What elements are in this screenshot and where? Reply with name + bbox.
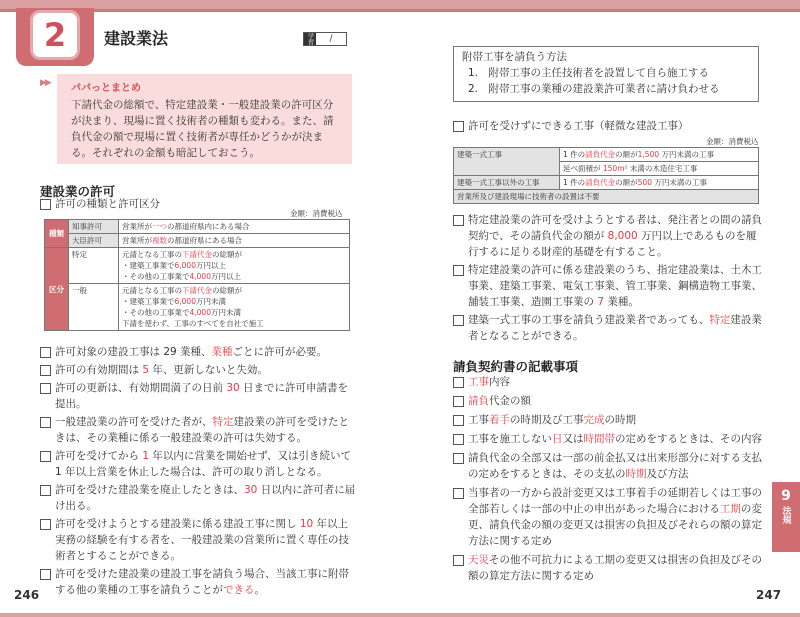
list-item: 一般建設業の許可を受けた者が、特定建設業の許可を受けたときは、その業種に係る一般建設業の許可は失効する。 <box>40 414 356 446</box>
table2-caption: 許可を受けずにできる工事（軽微な建設工事） <box>453 118 689 134</box>
summary-text: 下請代金の総額で、特定建設業・一般建設業の許可区分が決まり、現場に置く技術者の種類も変わる。また、請負代金の額で現場に置く技術者が専任かどうかが決まる。それぞれの金額も暗記しておこう。 <box>71 99 334 159</box>
table-footer: 営業所及び建設現場に技術者の設置は不要 <box>454 190 759 204</box>
attached-work-box <box>453 46 759 102</box>
division-header: 区分 <box>45 248 69 331</box>
license-items-right <box>453 212 763 344</box>
chapter-badge <box>16 8 94 66</box>
table2-note: 金額：消費税込 <box>706 137 759 146</box>
row-desc: 営業所が一つの都道府県内にある場合 <box>119 220 350 234</box>
page-number-left: 246 <box>14 588 40 602</box>
list-item: 当事者の一方から設計変更又は工事着手の延期若しくは工事の全部若しくは一部の中止の申出があった場合における工期の変更、請負代金の額の変更又は損害の負担及びそれらの額の算定方法に関する定め <box>453 485 765 549</box>
table1-caption: 許可の種類と許可区分 <box>40 196 160 212</box>
summary-arrows-icon: ▶▶ <box>40 78 50 88</box>
box-item: 1. 附帯工事の主任技術者を設置して自ら施工する <box>468 67 710 79</box>
list-item: 工事着手の時期及び工事完成の時期 <box>453 412 765 428</box>
study-label: 学習 <box>304 33 316 45</box>
list-item: 特定建設業の許可に係る建設業のうち、指定建設業は、土木工事業、建築工事業、電気工事業、管工事業、鋼構造物工事業、舗装工事業、造園工事業の 7 業種。 <box>453 262 763 310</box>
section-title-contract: 請負契約書の記載事項 <box>453 359 579 374</box>
row-desc: 延べ面積が 150m² 未満の木造住宅工事 <box>560 162 759 176</box>
row-desc-general: 元請となる工事の下請代金の総額が ・建築工事業で6,000万円未満 ・その他の工事業で4,000万円未満 下請を使わず、工事のすべてを自社で施工 <box>119 284 350 331</box>
list-item: 許可対象の建設工事は 29 業種、業種ごとに許可が必要。 <box>40 344 356 360</box>
row-name: 大臣許可 <box>69 234 119 248</box>
list-item: 許可を受けた建設業を廃止したときは、30 日以内に許可者に届け出る。 <box>40 482 356 514</box>
side-tab-number: 9 <box>781 488 791 504</box>
row-desc: 営業所が複数の都道府県にある場合 <box>119 234 350 248</box>
license-items <box>40 344 356 598</box>
row-name: 建築一式工事 <box>454 148 560 176</box>
study-record-box <box>303 32 347 46</box>
top-band <box>0 0 800 12</box>
type-header: 種類 <box>45 220 69 248</box>
chapter-title: 建設業法 <box>104 29 169 48</box>
list-item: 工事内容 <box>453 374 765 390</box>
list-item: 天災その他不可抗力による工期の変更又は損害の負担及びその額の算定方法に関する定め <box>453 552 765 584</box>
summary-box <box>57 74 352 164</box>
list-item: 許可の有効期間は 5 年、更新しないと失効。 <box>40 362 356 378</box>
chapter-number: 2 <box>30 10 80 60</box>
chapter-side-tab <box>772 482 800 552</box>
side-tab-label: 法規 <box>780 506 791 524</box>
row-name: 建築一式工事以外の工事 <box>454 176 560 190</box>
row-name: 知事許可 <box>69 220 119 234</box>
summary-heading: パパっとまとめ <box>71 83 141 94</box>
list-item: 許可を受けようとする建設業に係る建設工事に関し 10 年以上実務の経験を有する者を、一般建設業の営業所に置く専任の技術者とすることができる。 <box>40 516 356 564</box>
bottom-band <box>0 613 800 617</box>
list-item: 工事を施工しない日又は時間帯の定めをするときは、その内容 <box>453 431 765 447</box>
list-item: 許可を受けてから 1 年以内に営業を開始せず、又は引き続いて 1 年以上営業を休止した場合は、許可の取り消しとなる。 <box>40 448 356 480</box>
box-title: 附帯工事を請負う方法 <box>462 51 567 63</box>
row-desc: 1 件の請負代金の額が500 万円未満の工事 <box>560 176 759 190</box>
row-name-special: 特定 <box>69 248 119 284</box>
license-table <box>44 219 350 331</box>
contract-items <box>453 374 765 584</box>
section-title-license: 建設業の許可 <box>40 184 116 199</box>
list-item: 特定建設業の許可を受けようとする者は、発注者との間の請負契約で、その請負代金の額が 8,000 万円以上であるものを履行するに足りる財産的基礎を有すること。 <box>453 212 763 260</box>
list-item: 許可を受けた建設業の建設工事を請負う場合、当該工事に附帯する他の業種の工事を請負うことができる。 <box>40 566 356 598</box>
list-item: 請負代金の額 <box>453 393 765 409</box>
list-item: 建築一式工事の工事を請負う建設業者であっても、特定建設業者となることができる。 <box>453 312 763 344</box>
list-item: 許可の更新は、有効期間満了の日前 30 日までに許可申請書を提出。 <box>40 380 356 412</box>
box-item: 2. 附帯工事の業種の建設業許可業者に請け負わせる <box>468 83 720 95</box>
minor-work-table <box>453 147 759 204</box>
study-value: / <box>329 34 333 44</box>
list-item: 請負代金の全部又は一部の前金払又は出来形部分に対する支払の定めをするときは、その支払の時期及び方法 <box>453 450 765 482</box>
row-name-general: 一般 <box>69 284 119 331</box>
row-desc: 1 件の請負代金の額が1,500 万円未満の工事 <box>560 148 759 162</box>
table1-note: 金額：消費税込 <box>290 209 343 218</box>
page-number-right: 247 <box>756 588 782 602</box>
row-desc-special: 元請となる工事の下請代金の総額が ・建築工事業で6,000万円以上 ・その他の工事業で4,000万円以上 <box>119 248 350 284</box>
